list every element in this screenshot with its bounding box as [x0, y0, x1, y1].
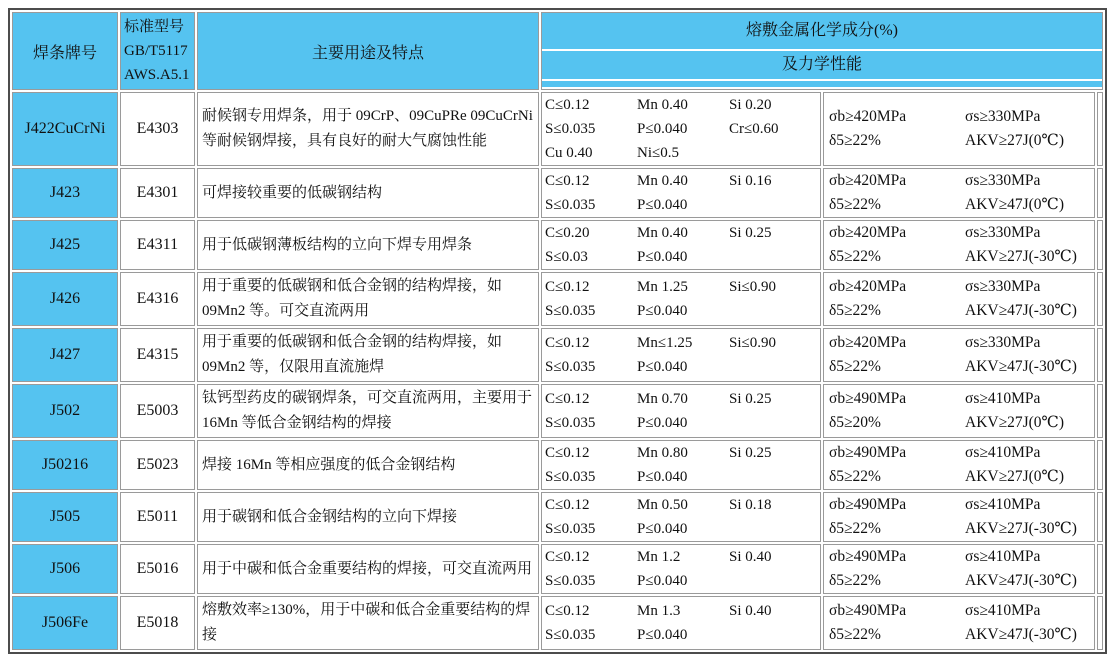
brand-cell: J506Fe — [12, 596, 118, 650]
spacer-cell — [1097, 168, 1103, 218]
chem-value: Cu 0.40 — [545, 145, 593, 161]
chem-cell — [541, 92, 821, 166]
table-row — [12, 92, 1103, 166]
spacer-cell — [1097, 220, 1103, 270]
mech-value: AKV≥27J(0℃) — [965, 132, 1065, 149]
chem-cell — [541, 492, 821, 542]
mech-value: δ5≥22% — [829, 468, 881, 485]
header-standard-line2: GB/T5117 — [124, 43, 188, 59]
mech-cell — [823, 492, 1095, 542]
spacer-cell — [1097, 440, 1103, 490]
table-row — [12, 596, 1103, 650]
chem-value: Mn 0.50 — [637, 497, 688, 513]
brand-cell: J506 — [12, 544, 118, 594]
usage-cell: 耐候钢专用焊条，用于 09CrP、09CuPRe 09CuCrNi 等耐候钢焊接，具有良好的耐大气腐蚀性能 — [197, 92, 539, 166]
mech-value: σb≥490MPa — [829, 496, 907, 513]
usage-cell: 焊接 16Mn 等相应强度的低合金钢结构 — [197, 440, 539, 490]
chem-value: Si≤0.90 — [729, 279, 776, 295]
mech-value: σb≥490MPa — [829, 444, 907, 461]
standard-cell: E5016 — [120, 544, 195, 594]
chem-value: C≤0.12 — [545, 603, 590, 619]
mech-value: σb≥490MPa — [829, 390, 907, 407]
usage-cell: 熔敷效率≥130%，用于中碳和低合金重要结构的焊接 — [197, 596, 539, 650]
chem-value: P≤0.040 — [637, 627, 688, 643]
mech-value: δ5≥22% — [829, 358, 881, 375]
chem-value: P≤0.040 — [637, 121, 688, 137]
mech-value: AKV≥47J(-30℃) — [965, 626, 1077, 643]
mech-value: δ5≥22% — [829, 626, 881, 643]
chem-value: P≤0.040 — [637, 415, 688, 431]
chem-value: C≤0.12 — [545, 173, 590, 189]
brand-cell: J422CuCrNi — [12, 92, 118, 166]
mech-value: AKV≥27J(-30℃) — [965, 248, 1077, 265]
standard-cell: E4303 — [120, 92, 195, 166]
mech-value: AKV≥47J(-30℃) — [965, 358, 1077, 375]
header-chem-title: 熔敷金属化学成分(%) — [542, 13, 1102, 49]
chem-value: Mn 1.2 — [637, 549, 681, 565]
mech-value: σs≥330MPa — [965, 334, 1041, 351]
mech-value: σs≥330MPa — [965, 224, 1041, 241]
chem-value: S≤0.035 — [545, 521, 596, 537]
brand-cell: J426 — [12, 272, 118, 326]
header-standard-line3: AWS.A5.1 — [124, 67, 190, 83]
mech-value: σs≥410MPa — [965, 444, 1041, 461]
chem-value: P≤0.040 — [637, 573, 688, 589]
chem-value: P≤0.040 — [637, 303, 688, 319]
chem-value: Si 0.40 — [729, 603, 772, 619]
chem-value: Si 0.25 — [729, 445, 772, 461]
brand-cell: J427 — [12, 328, 118, 382]
spacer-cell — [1097, 492, 1103, 542]
chem-value: S≤0.035 — [545, 197, 596, 213]
mech-value: σs≥410MPa — [965, 548, 1041, 565]
chem-value: Si≤0.90 — [729, 335, 776, 351]
standard-cell: E4316 — [120, 272, 195, 326]
spacer-cell — [1097, 596, 1103, 650]
chem-value: S≤0.035 — [545, 573, 596, 589]
chem-cell — [541, 440, 821, 490]
mech-value: σs≥410MPa — [965, 390, 1041, 407]
chem-value: Mn 1.25 — [637, 279, 688, 295]
mech-cell — [823, 596, 1095, 650]
chem-cell — [541, 384, 821, 438]
chem-value: P≤0.040 — [637, 469, 688, 485]
chem-value: C≤0.12 — [545, 279, 590, 295]
brand-cell: J425 — [12, 220, 118, 270]
table-row — [12, 328, 1103, 382]
chem-value: C≤0.20 — [545, 225, 590, 241]
spacer-cell — [1097, 384, 1103, 438]
mech-value: σs≥330MPa — [965, 108, 1041, 125]
table-row — [12, 492, 1103, 542]
header-brand: 焊条牌号 — [12, 12, 118, 90]
chem-value: C≤0.12 — [545, 97, 590, 113]
mech-cell — [823, 440, 1095, 490]
chem-cell — [541, 544, 821, 594]
table-row — [12, 220, 1103, 270]
mech-value: AKV≥47J(-30℃) — [965, 572, 1077, 589]
mech-value: σb≥490MPa — [829, 548, 907, 565]
usage-cell: 可焊接较重要的低碳钢结构 — [197, 168, 539, 218]
mech-value: δ5≥22% — [829, 248, 881, 265]
mech-cell — [823, 272, 1095, 326]
chem-value: C≤0.12 — [545, 335, 590, 351]
mech-value: σb≥420MPa — [829, 278, 907, 295]
chem-value: Si 0.40 — [729, 549, 772, 565]
header-mech-title: 及力学性能 — [542, 51, 1102, 79]
standard-cell: E5018 — [120, 596, 195, 650]
table-row — [12, 272, 1103, 326]
mech-value: δ5≥22% — [829, 196, 881, 213]
header-usage: 主要用途及特点 — [197, 12, 539, 90]
chem-value: Cr≤0.60 — [729, 121, 779, 137]
mech-value: δ5≥22% — [829, 520, 881, 537]
brand-cell: J505 — [12, 492, 118, 542]
mech-value: AKV≥47J(0℃) — [965, 196, 1065, 213]
chem-value: Mn 0.80 — [637, 445, 688, 461]
standard-cell: E5003 — [120, 384, 195, 438]
spacer-cell — [1097, 328, 1103, 382]
chem-value: Si 0.25 — [729, 391, 772, 407]
chem-value: Mn 0.40 — [637, 225, 688, 241]
brand-cell: J50216 — [12, 440, 118, 490]
mech-cell — [823, 544, 1095, 594]
standard-cell: E5011 — [120, 492, 195, 542]
mech-value: σs≥330MPa — [965, 278, 1041, 295]
chem-value: S≤0.035 — [545, 627, 596, 643]
spacer-cell — [1097, 544, 1103, 594]
brand-cell: J423 — [12, 168, 118, 218]
chem-cell — [541, 596, 821, 650]
mech-value: σs≥330MPa — [965, 172, 1041, 189]
chem-value: Mn 1.3 — [637, 603, 681, 619]
chem-cell — [541, 168, 821, 218]
mech-value: AKV≥27J(0℃) — [965, 468, 1065, 485]
mech-cell — [823, 328, 1095, 382]
chem-value: S≤0.035 — [545, 121, 596, 137]
chem-value: C≤0.12 — [545, 391, 590, 407]
chem-value: C≤0.12 — [545, 497, 590, 513]
mech-value: σb≥420MPa — [829, 334, 907, 351]
table-row — [12, 440, 1103, 490]
usage-cell: 用于中碳和低合金重要结构的焊接，可交直流两用 — [197, 544, 539, 594]
mech-value: AKV≥27J(-30℃) — [965, 520, 1077, 537]
mech-value: δ5≥22% — [829, 572, 881, 589]
mech-cell — [823, 92, 1095, 166]
standard-cell: E4315 — [120, 328, 195, 382]
usage-cell: 用于低碳钢薄板结构的立向下焊专用焊条 — [197, 220, 539, 270]
mech-value: AKV≥27J(0℃) — [965, 414, 1065, 431]
mech-value: δ5≥22% — [829, 302, 881, 319]
mech-value: AKV≥47J(-30℃) — [965, 302, 1077, 319]
chem-value: Si 0.20 — [729, 97, 772, 113]
mech-value: σb≥490MPa — [829, 602, 907, 619]
standard-cell: E5023 — [120, 440, 195, 490]
chem-value: P≤0.040 — [637, 197, 688, 213]
chem-value: S≤0.035 — [545, 359, 596, 375]
chem-value: Mn 0.70 — [637, 391, 688, 407]
chem-value: Si 0.16 — [729, 173, 772, 189]
mech-value: σs≥410MPa — [965, 602, 1041, 619]
chem-value: Si 0.25 — [729, 225, 772, 241]
table-row — [12, 168, 1103, 218]
mech-value: σb≥420MPa — [829, 172, 907, 189]
chem-value: S≤0.03 — [545, 249, 588, 265]
spacer-cell — [1097, 92, 1103, 166]
chem-cell — [541, 272, 821, 326]
chem-cell — [541, 328, 821, 382]
chem-value: C≤0.12 — [545, 549, 590, 565]
electrode-table — [8, 8, 1107, 654]
header-right-strip — [542, 81, 1102, 87]
chem-value: P≤0.040 — [637, 359, 688, 375]
chem-value: Ni≤0.5 — [637, 145, 679, 161]
chem-value: S≤0.035 — [545, 303, 596, 319]
mech-value: σb≥420MPa — [829, 224, 907, 241]
brand-cell: J502 — [12, 384, 118, 438]
usage-cell: 用于碳钢和低合金钢结构的立向下焊接 — [197, 492, 539, 542]
header-standard — [120, 12, 195, 90]
header-right — [541, 12, 1103, 90]
chem-value: S≤0.035 — [545, 415, 596, 431]
mech-cell — [823, 384, 1095, 438]
mech-value: σb≥420MPa — [829, 108, 907, 125]
chem-value: P≤0.040 — [637, 521, 688, 537]
chem-value: Mn≤1.25 — [637, 335, 693, 351]
mech-value: δ5≥22% — [829, 132, 881, 149]
standard-cell: E4301 — [120, 168, 195, 218]
usage-cell: 钛钙型药皮的碳钢焊条，可交直流两用，主要用于 16Mn 等低合金钢结构的焊接 — [197, 384, 539, 438]
chem-value: Si 0.18 — [729, 497, 772, 513]
chem-cell — [541, 220, 821, 270]
table-row — [12, 544, 1103, 594]
chem-value: Mn 0.40 — [637, 97, 688, 113]
standard-cell: E4311 — [120, 220, 195, 270]
mech-cell — [823, 220, 1095, 270]
table-row — [12, 384, 1103, 438]
mech-cell — [823, 168, 1095, 218]
usage-cell: 用于重要的低碳钢和低合金钢的结构焊接，如09Mn2 等，仅限用直流施焊 — [197, 328, 539, 382]
chem-value: Mn 0.40 — [637, 173, 688, 189]
header-row — [12, 12, 1103, 90]
chem-value: C≤0.12 — [545, 445, 590, 461]
spacer-cell — [1097, 272, 1103, 326]
mech-value: δ5≥20% — [829, 414, 881, 431]
usage-cell: 用于重要的低碳钢和低合金钢的结构焊接，如09Mn2 等。可交直流两用 — [197, 272, 539, 326]
chem-value: P≤0.040 — [637, 249, 688, 265]
mech-value: σs≥410MPa — [965, 496, 1041, 513]
header-standard-line1: 标准型号 — [124, 19, 185, 35]
chem-value: S≤0.035 — [545, 469, 596, 485]
